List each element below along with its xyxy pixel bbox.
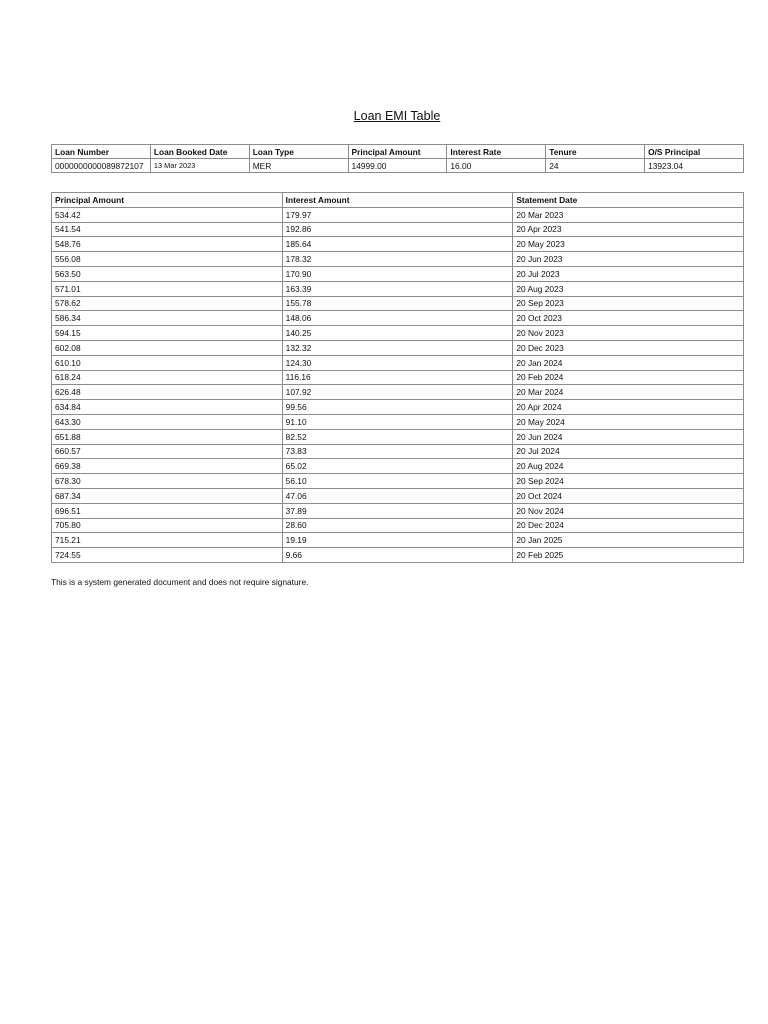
statement-date-cell: 20 Nov 2024 [513,503,744,518]
statement-date-cell: 20 Jun 2023 [513,252,744,267]
principal-amount-value: 14999.00 [348,159,447,173]
statement-date-cell: 20 Sep 2023 [513,296,744,311]
interest-amount-cell: 148.06 [282,311,513,326]
interest-amount-cell: 185.64 [282,237,513,252]
principal-amount-cell: 578.62 [52,296,283,311]
interest-amount-cell: 107.92 [282,385,513,400]
principal-amount-cell: 626.48 [52,385,283,400]
tenure-value: 24 [546,159,645,173]
interest-amount-cell: 140.25 [282,326,513,341]
statement-date-cell: 20 Sep 2024 [513,474,744,489]
statement-date-cell: 20 Jul 2024 [513,444,744,459]
interest-amount-cell: 99.56 [282,400,513,415]
interest-amount-cell: 19.19 [282,533,513,548]
principal-amount-cell: 643.30 [52,414,283,429]
statement-date-cell: 20 May 2023 [513,237,744,252]
principal-amount-cell: 660.57 [52,444,283,459]
interest-amount-cell: 73.83 [282,444,513,459]
interest-amount-cell: 65.02 [282,459,513,474]
interest-amount-cell: 82.52 [282,429,513,444]
loan-booked-date-value: 13 Mar 2023 [150,159,249,173]
principal-amount-cell: 548.76 [52,237,283,252]
schedule-header-row [52,193,744,208]
header-interest-rate: Interest Rate [447,145,546,159]
loan-number-value: 0000000000089872107 [52,159,151,173]
interest-amount-cell: 132.32 [282,340,513,355]
table-row [52,459,744,474]
statement-date-cell: 20 Feb 2024 [513,370,744,385]
statement-date-cell: 20 Jan 2025 [513,533,744,548]
principal-amount-cell: 563.50 [52,266,283,281]
summary-value-row [52,159,744,173]
interest-amount-cell: 192.86 [282,222,513,237]
loan-summary-table [51,144,744,173]
statement-date-cell: 20 Nov 2023 [513,326,744,341]
interest-amount-cell: 155.78 [282,296,513,311]
table-row [52,444,744,459]
interest-amount-cell: 47.06 [282,488,513,503]
header-loan-number: Loan Number [52,145,151,159]
interest-amount-cell: 178.32 [282,252,513,267]
header-os-principal: O/S Principal [645,145,744,159]
principal-amount-cell: 594.15 [52,326,283,341]
statement-date-cell: 20 Oct 2024 [513,488,744,503]
interest-amount-cell: 56.10 [282,474,513,489]
table-row [52,326,744,341]
interest-amount-cell: 91.10 [282,414,513,429]
interest-amount-cell: 37.89 [282,503,513,518]
statement-date-cell: 20 Dec 2024 [513,518,744,533]
statement-date-cell: 20 Jan 2024 [513,355,744,370]
principal-amount-cell: 541.54 [52,222,283,237]
table-row [52,281,744,296]
header-loan-booked-date: Loan Booked Date [150,145,249,159]
statement-date-cell: 20 Dec 2023 [513,340,744,355]
statement-date-cell: 20 Apr 2024 [513,400,744,415]
loan-type-value: MER [249,159,348,173]
table-row [52,370,744,385]
table-row [52,340,744,355]
interest-amount-cell: 9.66 [282,548,513,563]
table-row [52,414,744,429]
table-row [52,503,744,518]
principal-amount-cell: 696.51 [52,503,283,518]
table-row [52,533,744,548]
table-row [52,355,744,370]
table-row [52,266,744,281]
interest-amount-cell: 163.39 [282,281,513,296]
statement-date-cell: 20 Oct 2023 [513,311,744,326]
table-row [52,488,744,503]
emi-schedule-table [51,192,744,563]
table-row [52,296,744,311]
statement-date-cell: 20 Mar 2024 [513,385,744,400]
os-principal-value: 13923.04 [645,159,744,173]
statement-date-cell: 20 Feb 2025 [513,548,744,563]
table-row [52,429,744,444]
interest-amount-cell: 28.60 [282,518,513,533]
principal-amount-cell: 669.38 [52,459,283,474]
table-row [52,548,744,563]
table-row [52,237,744,252]
principal-amount-cell: 610.10 [52,355,283,370]
statement-date-cell: 20 Jun 2024 [513,429,744,444]
principal-amount-cell: 715.21 [52,533,283,548]
header-principal-amount: Principal Amount [348,145,447,159]
interest-amount-cell: 116.16 [282,370,513,385]
principal-amount-cell: 687.34 [52,488,283,503]
statement-date-cell: 20 Mar 2023 [513,207,744,222]
principal-amount-cell: 556.08 [52,252,283,267]
table-row [52,400,744,415]
principal-amount-cell: 586.34 [52,311,283,326]
table-row [52,518,744,533]
interest-amount-cell: 179.97 [282,207,513,222]
statement-date-cell: 20 Aug 2023 [513,281,744,296]
principal-amount-cell: 651.88 [52,429,283,444]
principal-amount-cell: 534.42 [52,207,283,222]
table-row [52,252,744,267]
table-row [52,311,744,326]
interest-rate-value: 16.00 [447,159,546,173]
page-title: Loan EMI Table [353,109,441,123]
statement-date-cell: 20 Jul 2023 [513,266,744,281]
interest-amount-cell: 124.30 [282,355,513,370]
principal-amount-cell: 618.24 [52,370,283,385]
header-statement-date: Statement Date [513,193,744,208]
principal-amount-cell: 602.08 [52,340,283,355]
summary-header-row [52,145,744,159]
table-row [52,385,744,400]
header-interest-amount: Interest Amount [282,193,513,208]
table-row [52,207,744,222]
principal-amount-cell: 705.80 [52,518,283,533]
statement-date-cell: 20 May 2024 [513,414,744,429]
footer-note: This is a system generated document and does not require signature. [51,577,309,587]
principal-amount-cell: 724.55 [52,548,283,563]
schedule-body [52,207,744,562]
principal-amount-cell: 571.01 [52,281,283,296]
header-loan-type: Loan Type [249,145,348,159]
principal-amount-cell: 678.30 [52,474,283,489]
statement-date-cell: 20 Apr 2023 [513,222,744,237]
table-row [52,474,744,489]
header-tenure: Tenure [546,145,645,159]
statement-date-cell: 20 Aug 2024 [513,459,744,474]
table-row [52,222,744,237]
interest-amount-cell: 170.90 [282,266,513,281]
principal-amount-cell: 634.84 [52,400,283,415]
header-principal-amount: Principal Amount [52,193,283,208]
